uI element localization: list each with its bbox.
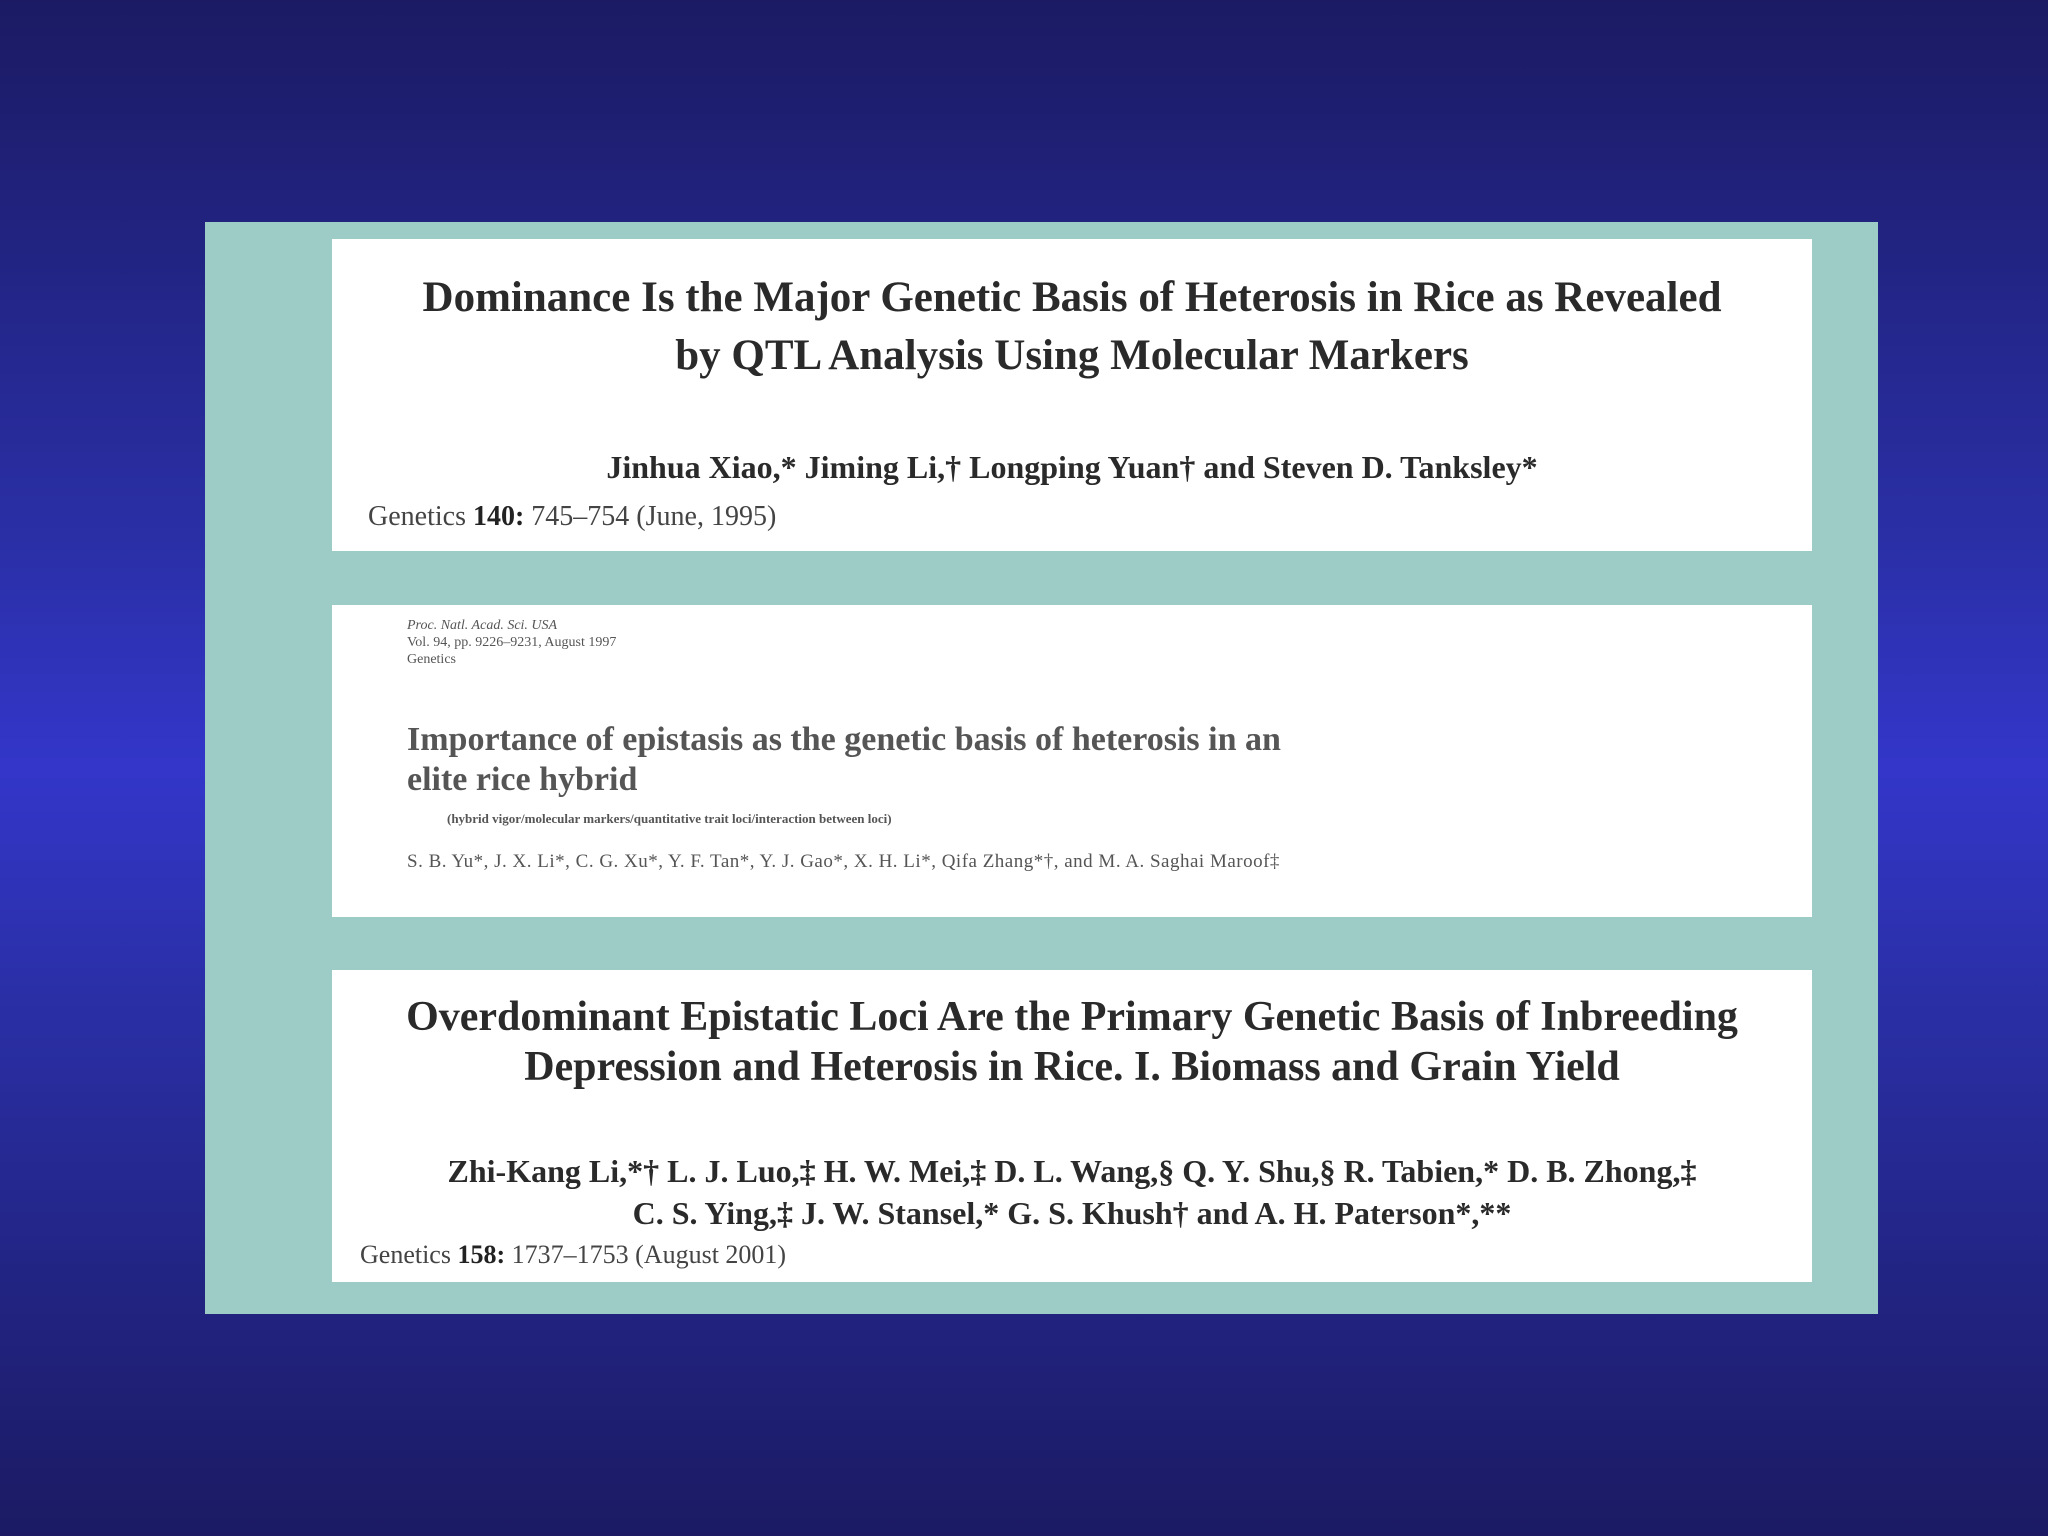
paper-card-2: [332, 605, 1812, 917]
paper-2-title-line-2: elite rice hybrid: [407, 761, 638, 798]
paper-3-journal: Genetics: [360, 1240, 451, 1269]
paper-3-authors-line-1: Zhi-Kang Li,*† L. J. Luo,‡ H. W. Mei,‡ D. L. Wang,§ Q. Y. Shu,§ R. Tabien,* D. B. Zhong,‡: [447, 1153, 1697, 1189]
paper-2-keywords: (hybrid vigor/molecular markers/quantitative trait loci/interaction between loci): [447, 811, 892, 826]
paper-1-journal: Genetics: [368, 501, 466, 532]
paper-2-title-line-1: Importance of epistasis as the genetic basis of heterosis in an: [407, 721, 1281, 758]
paper-3-volume: 158:: [457, 1240, 506, 1269]
paper-1-title-line-1: Dominance Is the Major Genetic Basis of Heterosis in Rice as Revealed: [422, 274, 1722, 321]
paper-2-title: [407, 720, 1281, 800]
papers-panel: [205, 222, 1878, 1314]
paper-1-volume: 140:: [472, 501, 525, 532]
paper-3-title-line-2: Depression and Heterosis in Rice. I. Biomass and Grain Yield: [524, 1044, 1620, 1090]
paper-2-section: Genetics: [407, 652, 456, 667]
paper-3-pages-date: 1737–1753 (August 2001): [511, 1240, 787, 1269]
paper-2-authors: S. B. Yu*, J. X. Li*, C. G. Xu*, Y. F. Tan*, Y. J. Gao*, X. H. Li*, Qifa Zhang*†, and M. A. Saghai Maroof‡: [407, 851, 1280, 872]
paper-2-journal-name: Proc. Natl. Acad. Sci. USA: [407, 618, 558, 633]
paper-card-1: [332, 239, 1812, 551]
paper-3-title: [332, 992, 1812, 1092]
paper-3-authors-line-2: C. S. Ying,‡ J. W. Stansel,* G. S. Khush† and A. H. Paterson*,**: [632, 1195, 1512, 1231]
paper-3-authors: [332, 1150, 1812, 1234]
paper-3-title-line-1: Overdominant Epistatic Loci Are the Primary Genetic Basis of Inbreeding: [406, 994, 1738, 1040]
paper-1-title: [332, 269, 1812, 385]
paper-card-3: [332, 970, 1812, 1282]
paper-1-authors: Jinhua Xiao,* Jiming Li,† Longping Yuan† and Steven D. Tanksley*: [606, 449, 1538, 485]
paper-2-volume-info: Vol. 94, pp. 9226–9231, August 1997: [407, 635, 617, 650]
paper-1-title-line-2: by QTL Analysis Using Molecular Markers: [675, 332, 1469, 379]
paper-1-pages-date: 745–754 (June, 1995): [531, 501, 777, 532]
paper-1-citation: [368, 501, 776, 533]
paper-2-journal-header: [407, 617, 616, 668]
paper-3-citation: [360, 1240, 786, 1270]
